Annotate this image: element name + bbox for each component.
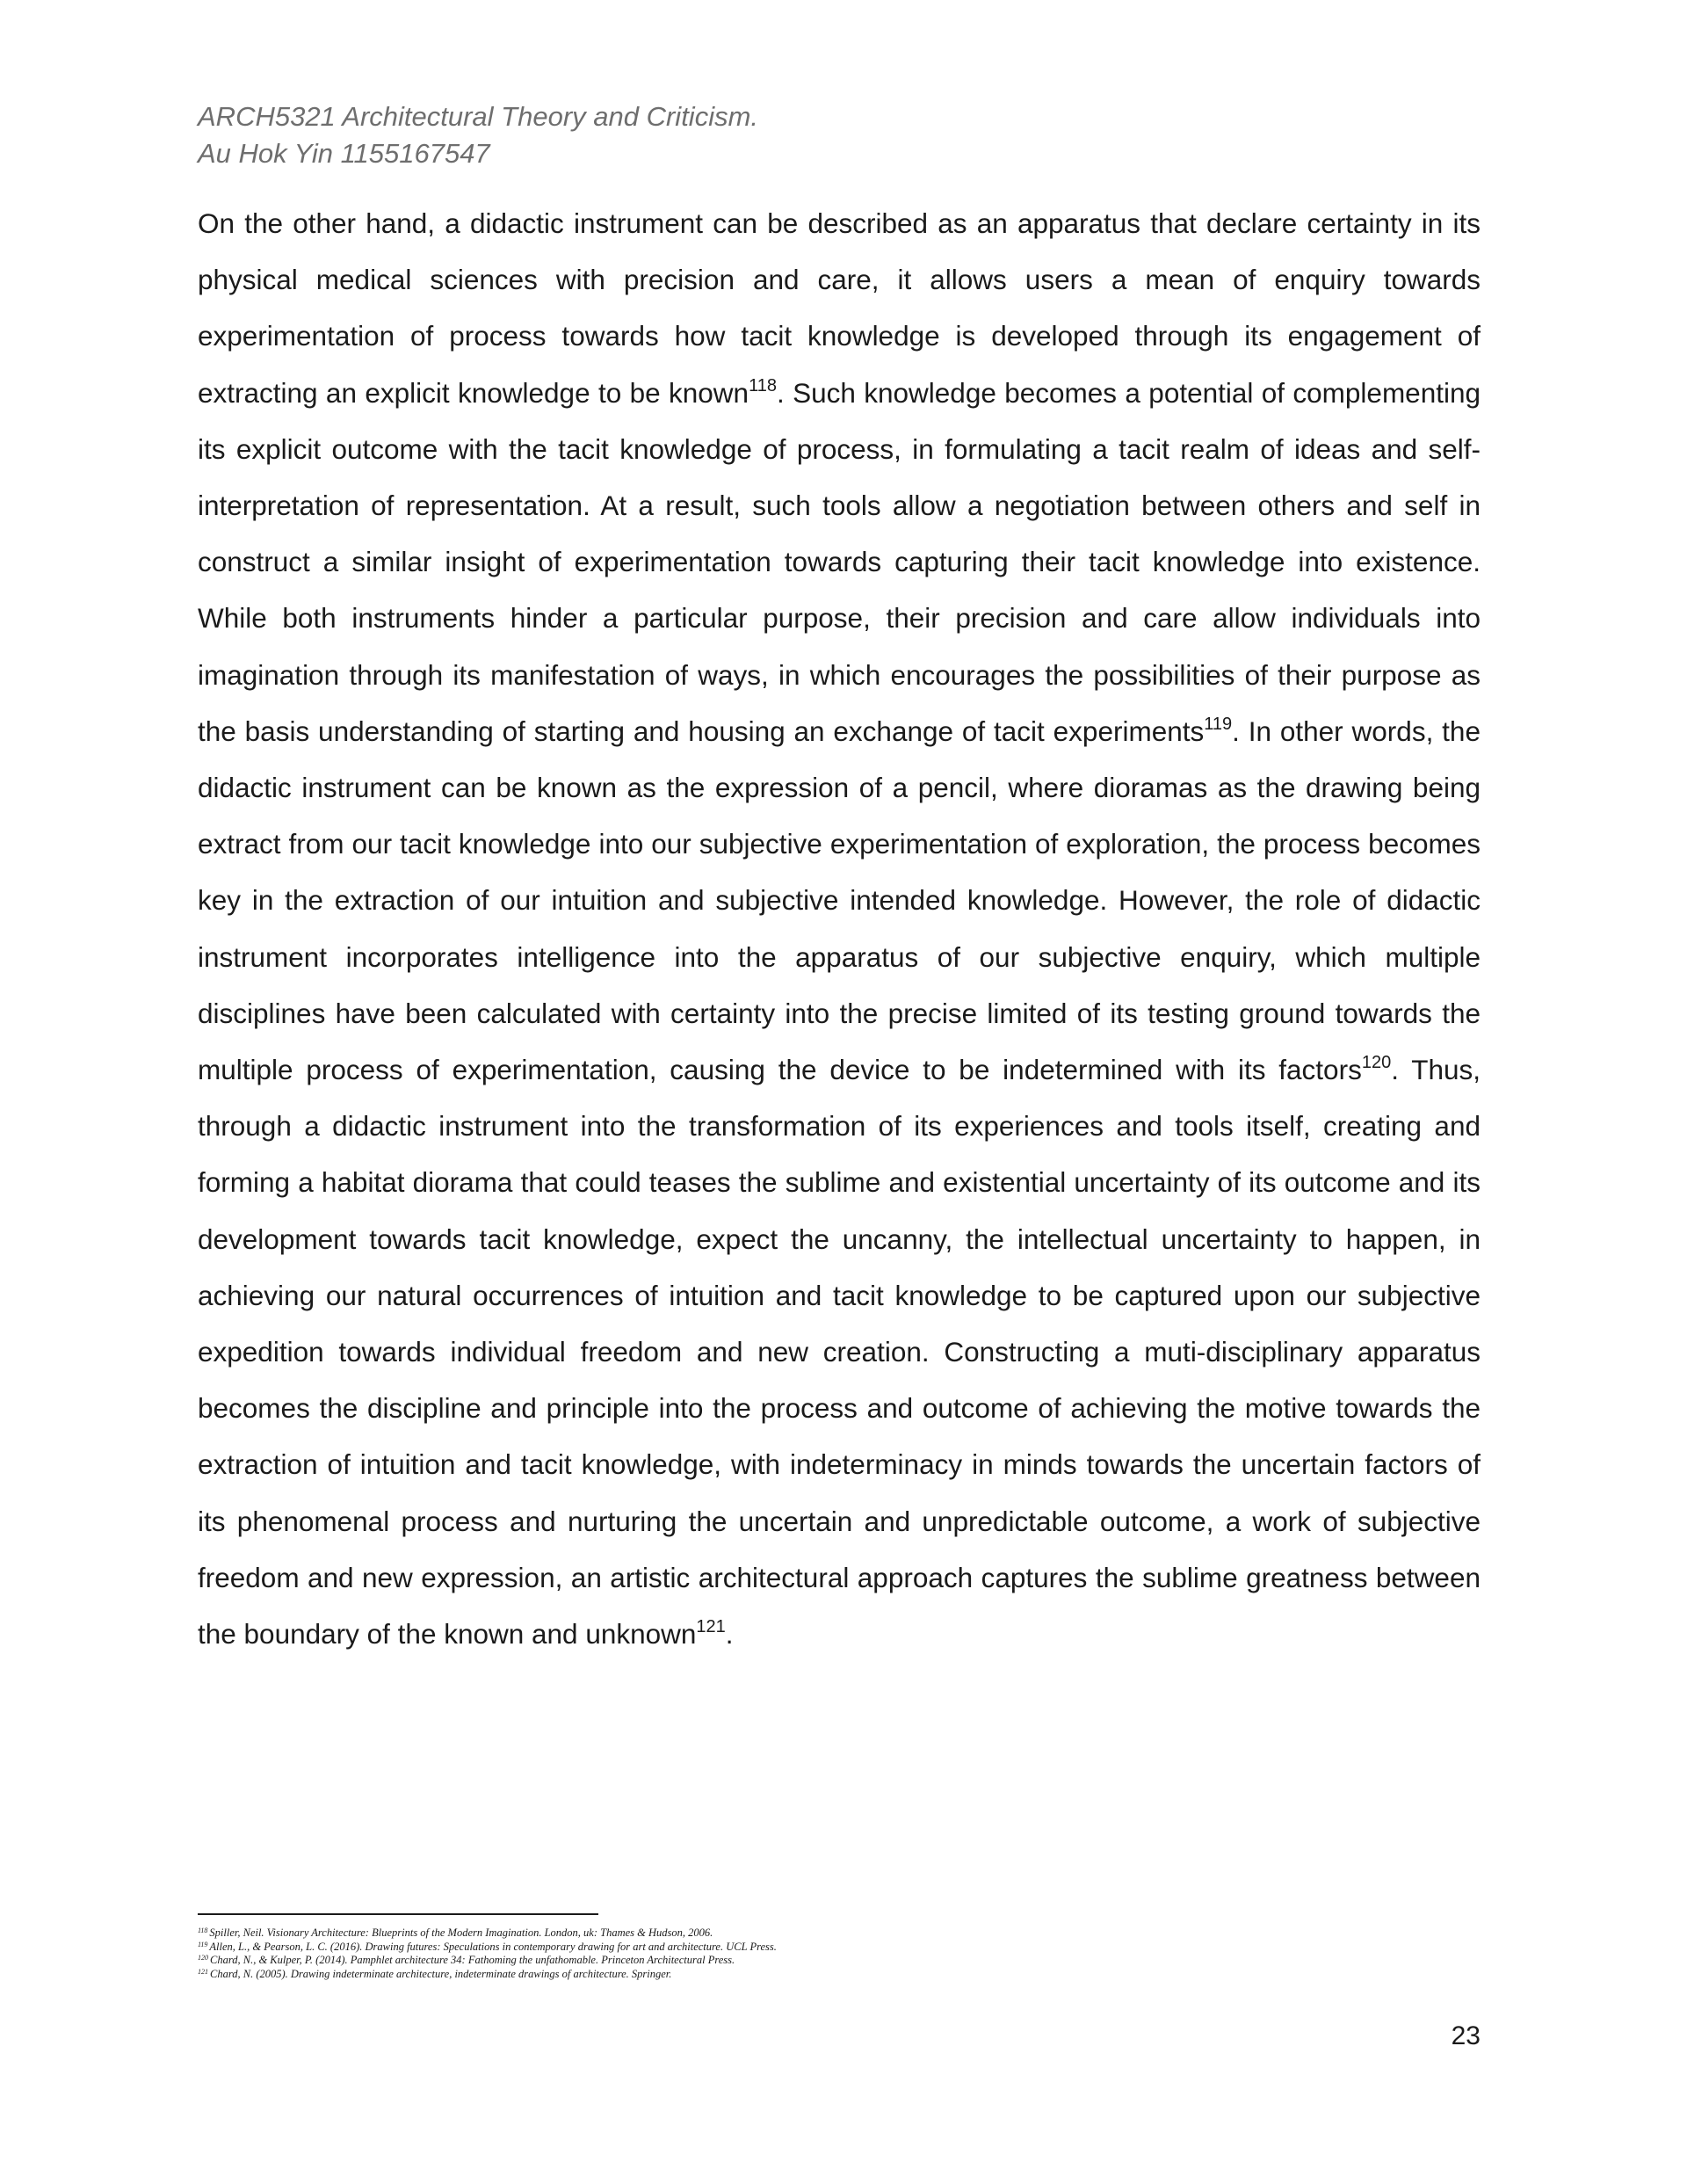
footnote-number: 121 [198,1967,208,1976]
body-text-segment: . Such knowledge becomes a potential of complementing its explicit outcome with the tacit knowledge of process, in formulating a tacit realm of ideas and self-interpretation of representation. At a result, such tools allow a negotiation between others and self in construct a similar insight of experimentation towards capturing their tacit knowledge into existence. While both instruments hinder a particular purpose, their precision and care allow individuals into imagination through its manifestation of ways, in which encourages the possibilities of their purpose as the basis understanding of starting and housing an exchange of tacit experiments [198,376,1481,747]
body-text-segment: . Thus, through a didactic instrument into the transformation of its experiences and tools itself, creating and forming a habitat diorama that could teases the sublime and existential uncertainty of its outcome and its development towards tacit knowledge, expect the uncanny, the intellectual uncertainty to happen, in achieving our natural occurrences of intuition and tacit knowledge to be captured upon our subjective expedition towards individual freedom and new creation. Constructing a muti-disciplinary apparatus becomes the discipline and principle into the process and outcome of achieving the motive towards the extraction of intuition and tacit knowledge, with indeterminacy in minds towards the uncertain factors of its phenomenal process and nurturing the uncertain and unpredictable outcome, a work of subjective freedom and new expression, an artistic architectural approach captures the sublime greatness between the boundary of the known and unknown [198,1054,1481,1651]
footnote-number: 118 [198,1926,208,1934]
footnote-text: Allen, L., & Pearson, L. C. (2016). Drawing futures: Speculations in contemporary drawing for art and architecture. UCL Press. [209,1940,777,1953]
page-number: 23 [1451,2021,1481,2050]
header-course-title: ARCH5321 Architectural Theory and Criticism. [198,101,759,132]
header-author-line: Au Hok Yin 1155167547 [198,138,490,169]
footnote [198,1941,1481,1955]
body-text-segment: . In other words, the didactic instrument can be known as the expression of a pencil, where dioramas as the drawing being extract from our tacit knowledge into our subjective experimentation of exploration, the process becomes key in the extraction of our intuition and subjective intended knowledge. However, the role of didactic instrument incorporates intelligence into the apparatus of our subjective enquiry, which multiple disciplines have been calculated with certainty into the precise limited of its testing ground towards the multiple process of experimentation, causing the device to be indetermined with its factors [198,715,1481,1086]
footnote-text: Spiller, Neil. Visionary Architecture: Blueprints of the Modern Imagination. London, uk: Thames & Hudson, 2006. [209,1926,713,1939]
footnote [198,1968,1481,1982]
footnote-reference: 121 [696,1617,726,1637]
footnote-number: 120 [198,1954,208,1962]
footnote [198,1926,1481,1941]
footnote-reference: 119 [1204,714,1233,734]
footnote-reference: 118 [749,375,777,395]
footnote-number: 119 [198,1940,208,1948]
body-text-segment: . [725,1618,734,1651]
body-text-segment: On the other hand, a didactic instrument can be described as an apparatus that declare certainty in its physical medical sciences with precision and care, it allows users a mean of enquiry towards experimentation of process towards how tacit knowledge is developed through its engagement of extracting an explicit knowledge to be known [198,207,1481,409]
footnote-text: Chard, N., & Kulper, P. (2014). Pamphlet architecture 34: Fathoming the unfathomable. Princeton Architectural Press. [210,1954,735,1966]
footnote-reference: 120 [1361,1053,1392,1073]
body-paragraph [198,195,1481,1662]
footnote [198,1954,1481,1968]
footnote-separator [198,1913,598,1915]
footnote-text: Chard, N. (2005). Drawing indeterminate architecture, indeterminate drawings of architecture. Springer. [210,1967,672,1980]
footnotes [198,1926,1481,1981]
running-header [198,98,1481,172]
